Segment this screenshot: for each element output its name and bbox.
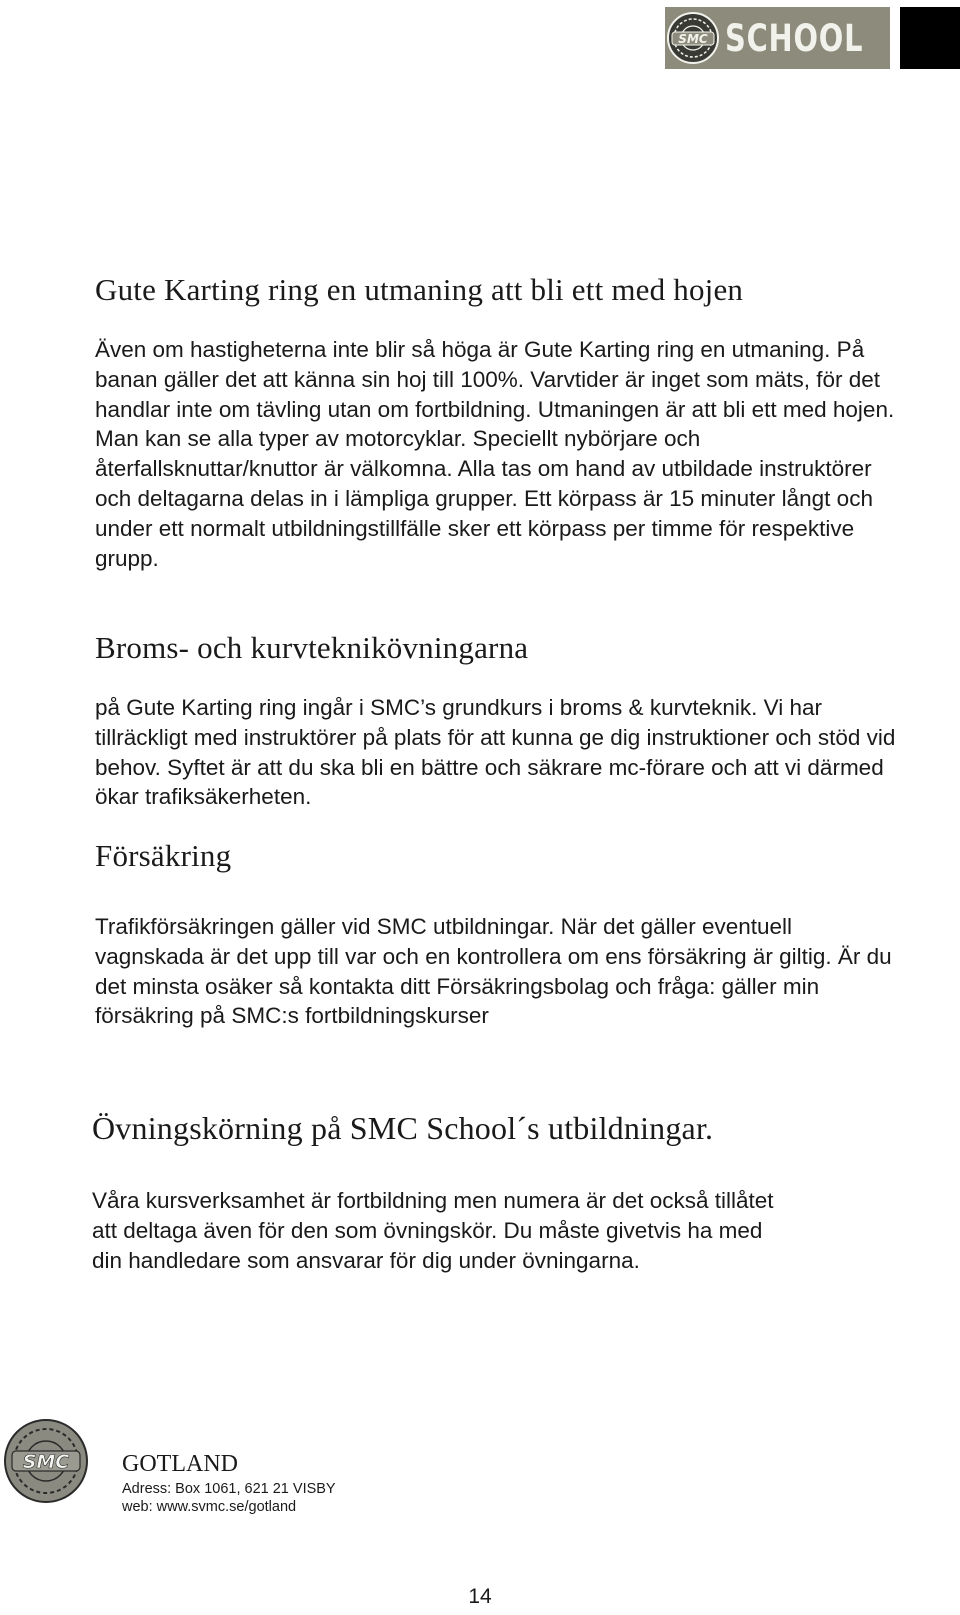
section-body-karting: Även om hastigheterna inte blir så höga är Gute Karting ring en utmaning. På banan gäller det att känna sin hoj till 100%. Varvtider är inget som mäts, för det handlar inte om tävling utan om fortbildning. Utmaningen är att bli ett med hojen. Man kan se alla typer av motorcyklar. Speciellt nybörjare och återfallsknuttar/knuttor är välkomna. Alla tas om hand av utbildade instruktörer och deltagarna delas in i lämpliga grupper. Ett körpass är 15 minuter långt och under ett normalt utbildningstillfälle sker ett körpass per timme för respektive grupp.: [95, 337, 895, 571]
section-title-brake-curve: Broms- och kurvteknikövningarna: [95, 630, 529, 665]
footer-contact: [122, 1451, 336, 1516]
header-black-block: [900, 7, 960, 69]
section-title-insurance: Försäkring: [95, 838, 232, 873]
header-logo-text: SMC: [678, 32, 708, 46]
smc-gotland-logo-icon: [3, 1418, 89, 1504]
smc-school-header-badge: [665, 7, 890, 69]
smc-logo-icon: [665, 7, 721, 69]
footer-logo-text: SMC: [22, 1451, 70, 1473]
school-wordmark: SCHOOL: [725, 16, 864, 60]
section-title-karting: Gute Karting ring en utmaning att bli ett med hojen: [95, 272, 744, 307]
footer-address: Adress: Box 1061, 621 21 VISBY: [122, 1481, 336, 1497]
section-title-practice-driving: Övningskörning på SMC School´s utbildningar.: [92, 1110, 714, 1146]
page-number: 14: [468, 1585, 492, 1608]
section-body-insurance: Trafikförsäkringen gäller vid SMC utbildningar. När det gäller eventuell vagnskada är det upp till var och en kontrollera om ens försäkring är giltig. Är du det minsta osäker så kontakta ditt Försäkringsbolag och fråga: gäller min försäkring på SMC:s fortbildningskurser: [95, 914, 892, 1029]
section-body-brake-curve: på Gute Karting ring ingår i SMC’s grundkurs i broms & kurvteknik. Vi har tillräckligt med instruktörer på plats för att kunna ge dig instruktioner och stöd vid behov. Syftet är att du ska bli en bättre och säkrare mc-förare och att vi därmed ökar trafiksäkerheten.: [95, 695, 896, 810]
section-body-practice-driving: Våra kursverksamhet är fortbildning men numera är det också tillåtet att deltaga även för den som övningskör. Du måste givetvis ha med din handledare som ansvarar för dig under övningarna.: [92, 1188, 774, 1273]
footer-title: GOTLAND: [122, 1451, 238, 1477]
footer-web-link[interactable]: web: www.svmc.se/gotland: [122, 1499, 297, 1515]
